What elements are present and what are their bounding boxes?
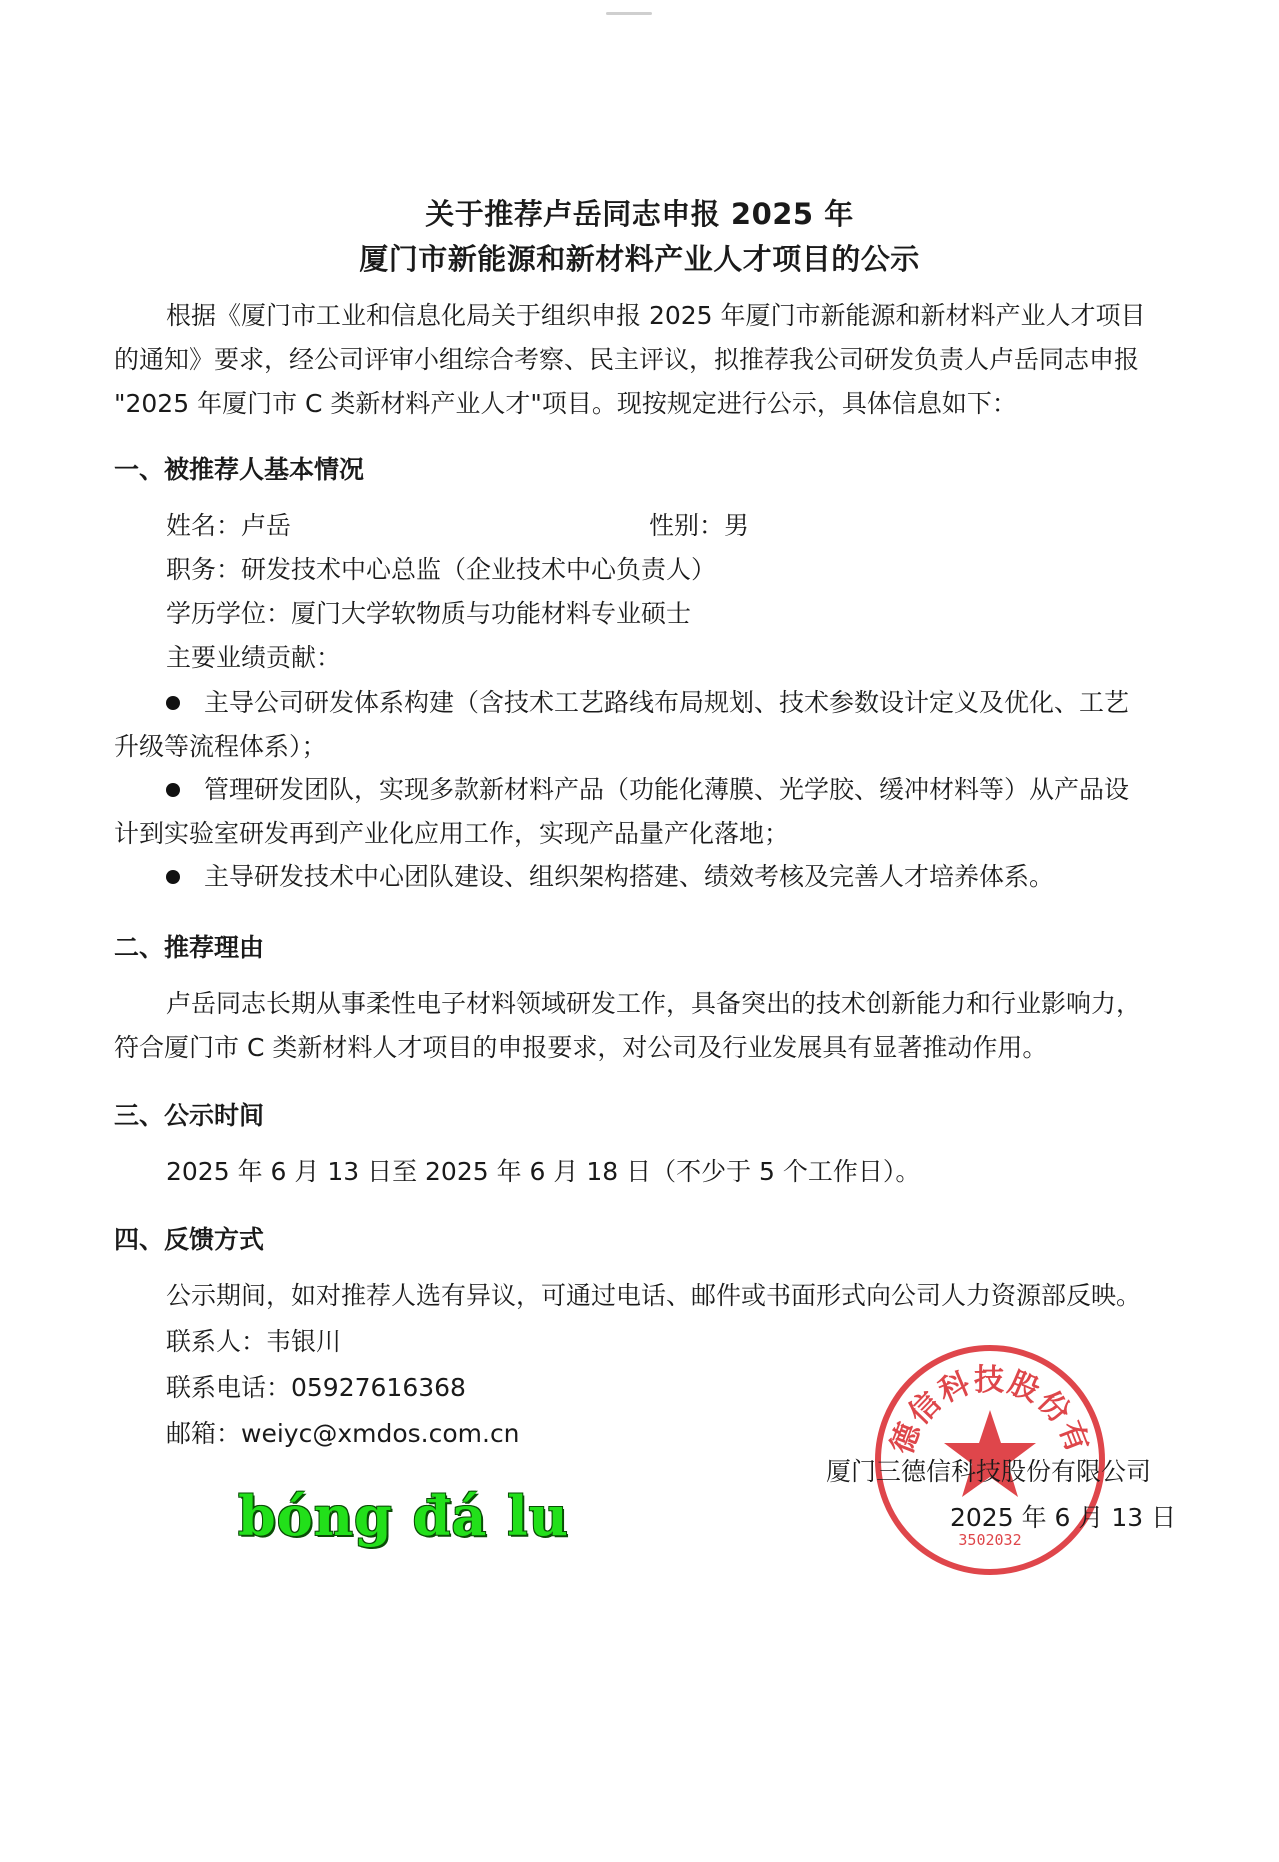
title-line-2: 厦门市新能源和新材料产业人才项目的公示 bbox=[359, 242, 920, 276]
reason-line-1: 卢岳同志长期从事柔性电子材料领域研发工作，具备突出的技术创新能力和行业影响力， bbox=[166, 989, 1142, 1018]
seal-number: 3502032 bbox=[958, 1531, 1022, 1549]
candidate-name: 姓名：卢岳 bbox=[166, 511, 292, 540]
section-3-heading: 三、公示时间 bbox=[114, 1101, 265, 1130]
title-line-1: 关于推荐卢岳同志申报 2025 年 bbox=[425, 197, 854, 231]
bullet-dot bbox=[166, 870, 180, 884]
intro-line-1: 根据《厦门市工业和信息化局关于组织申报 2025 年厦门市新能源和新材料产业人才项目 bbox=[166, 301, 1146, 330]
section-2-heading: 二、推荐理由 bbox=[114, 933, 265, 962]
signature-date: 2025 年 6 月 13 日 bbox=[950, 1503, 1177, 1532]
achievement-1-line-1: 主导公司研发体系构建（含技术工艺路线布局规划、技术参数设计定义及优化、工艺 bbox=[204, 688, 1130, 717]
svg-text:厦门三德信科技股份有限公司 bbox=[854, 1313, 1096, 1459]
contact-person: 联系人：韦银川 bbox=[166, 1327, 342, 1356]
achievement-2-line-2: 计到实验室研发再到产业化应用工作，实现产品量产化落地； bbox=[114, 819, 790, 848]
achievement-3-line-1: 主导研发技术中心团队建设、组织架构搭建、绩效考核及完善人才培养体系。 bbox=[204, 862, 1055, 891]
signature-company: 厦门三德信科技股份有限公司 bbox=[826, 1457, 1152, 1486]
seal-text: 厦门三德信科技股份有限公司 bbox=[854, 1313, 1096, 1459]
intro-line-3: "2025 年厦门市 C 类新材料产业人才"项目。现按规定进行公示，具体信息如下： bbox=[114, 389, 1017, 418]
contact-phone: 联系电话：05927616368 bbox=[166, 1373, 466, 1402]
candidate-education: 学历学位：厦门大学软物质与功能材料专业硕士 bbox=[166, 599, 692, 628]
bullet-dot bbox=[166, 696, 180, 710]
section-4-heading: 四、反馈方式 bbox=[114, 1225, 265, 1254]
candidate-gender: 性别：男 bbox=[649, 511, 750, 540]
publicity-period: 2025 年 6 月 13 日至 2025 年 6 月 18 日（不少于 5 个工作日）。 bbox=[166, 1157, 921, 1186]
candidate-position: 职务：研发技术中心总监（企业技术中心负责人） bbox=[166, 555, 717, 584]
contact-email: 邮箱：weiyc@xmdos.com.cn bbox=[166, 1419, 520, 1448]
section-1-heading: 一、被推荐人基本情况 bbox=[114, 455, 365, 484]
achievement-1-line-2: 升级等流程体系）； bbox=[114, 732, 327, 761]
intro-line-2: 的通知》要求，经公司评审小组综合考察、民主评议，拟推荐我公司研发负责人卢岳同志申报 bbox=[114, 345, 1140, 374]
watermark-overlay: bóng đá lu bbox=[238, 1484, 569, 1548]
top-mark bbox=[606, 12, 652, 15]
achievement-2-line-1: 管理研发团队，实现多款新材料产品（功能化薄膜、光学胶、缓冲材料等）从产品设 bbox=[204, 775, 1130, 804]
feedback-text: 公示期间，如对推荐人选有异议，可通过电话、邮件或书面形式向公司人力资源部反映。 bbox=[166, 1281, 1142, 1310]
bullet-dot bbox=[166, 783, 180, 797]
achievements-label: 主要业绩贡献： bbox=[166, 643, 342, 672]
reason-line-2: 符合厦门市 C 类新材料人才项目的申报要求，对公司及行业发展具有显著推动作用。 bbox=[114, 1033, 1048, 1062]
